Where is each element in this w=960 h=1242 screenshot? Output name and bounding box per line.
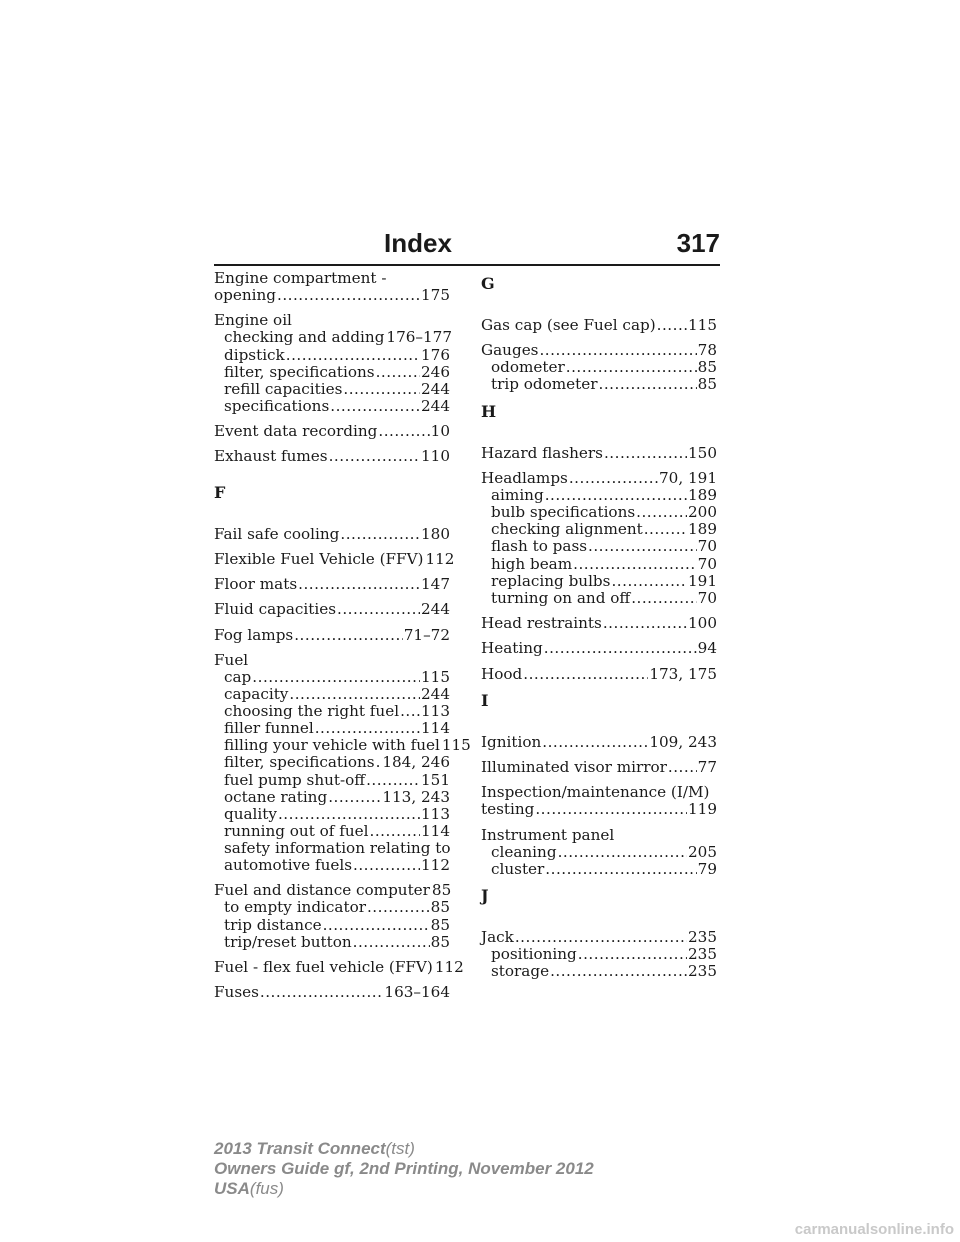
sub-entry: [481, 556, 717, 573]
entry-text: Hood: [481, 664, 523, 683]
entry-page: 70: [697, 554, 717, 573]
section-letter-f: F: [214, 482, 226, 502]
entry-text: cap: [224, 668, 252, 686]
entry-text: checking and adding: [224, 328, 385, 347]
entry-page: 110: [421, 447, 450, 466]
section-letter-g: G: [481, 274, 495, 293]
entry-page: 175: [421, 286, 450, 305]
entry-page: 205: [688, 842, 717, 861]
entry-text: octane rating: [224, 787, 328, 806]
entry-text: filler funnel: [224, 719, 314, 738]
entry-page: 94: [697, 639, 717, 658]
entry-text: bulb specifications: [491, 503, 636, 522]
entry-text: Gauges: [481, 341, 539, 360]
index-entry-event-data: [214, 423, 450, 440]
sub-entry: [481, 963, 717, 980]
entry-page: 100: [688, 613, 717, 632]
sub-entry: [214, 686, 450, 703]
entry-text: filter, specifications: [224, 362, 375, 381]
footer-line-model: [214, 1139, 594, 1159]
entry-page: 85: [697, 375, 717, 394]
entry-text: Ignition: [481, 732, 542, 751]
entry-text: running out of fuel: [224, 821, 369, 840]
entry-page: 147: [421, 575, 450, 594]
index-entry-fog-lamps: [214, 627, 450, 644]
sub-entry: [481, 861, 717, 878]
entry-text: Flexible Fuel Vehicle (FFV): [214, 549, 424, 568]
entry-text: turning on and off: [491, 588, 631, 607]
index-column-left: [214, 269, 471, 1009]
entry-page: 115: [688, 316, 717, 334]
entry-page: 85: [697, 358, 717, 377]
sub-entry-title: safety information relating to: [224, 838, 451, 857]
page-header: [214, 228, 720, 262]
entry-text: capacity: [224, 685, 289, 704]
entry-text: choosing the right fuel: [224, 702, 400, 721]
entry-text: replacing bulbs: [491, 571, 611, 590]
entry-text: to empty indicator: [224, 898, 366, 917]
entry-page: 246: [421, 362, 450, 381]
entry-text: flash to pass: [491, 537, 588, 556]
entry-page: 77: [697, 758, 717, 777]
entry-text: Fuel and distance computer: [214, 881, 430, 900]
entry-text: Fail safe cooling: [214, 524, 340, 543]
sub-entry: [214, 772, 450, 789]
entry-text: refill capacities: [224, 379, 343, 398]
entry-text: storage: [491, 962, 550, 981]
entry-text: specifications: [224, 396, 330, 415]
entry-page: 244: [421, 600, 450, 619]
index-entry-inspection: [481, 784, 717, 818]
entry-page: 114: [421, 719, 450, 738]
entry-page: 115: [441, 736, 471, 755]
entry-page: 70, 191: [659, 469, 717, 488]
entry-title: Instrument panel: [481, 825, 615, 844]
sub-entry: [214, 398, 450, 415]
sub-entry: [214, 789, 450, 806]
entry-page: 191: [688, 571, 717, 590]
entry-page: 79: [697, 859, 717, 878]
sub-entry: [481, 359, 717, 376]
entry-text: trip distance: [224, 915, 322, 934]
entry-text: Head restraints: [481, 613, 602, 632]
entry-title: Inspection/maintenance (I/M): [481, 783, 710, 802]
index-entry-ffv: [214, 549, 455, 568]
entry-page: 173, 175: [649, 664, 717, 683]
sub-entry: [214, 823, 450, 840]
index-entry-ignition: [481, 734, 717, 751]
sub-entry: [481, 538, 717, 555]
sub-entry: [214, 364, 450, 381]
entry-text: Event data recording: [214, 422, 378, 441]
entry-page: 85: [431, 881, 452, 900]
entry-page: 70: [697, 537, 717, 556]
sub-entry: [214, 347, 450, 364]
entry-text: Floor mats: [214, 575, 298, 594]
sub-entry: [481, 504, 717, 521]
entry-text: Jack: [481, 928, 514, 947]
index-entry-heating: [481, 640, 717, 657]
entry-page: 113: [421, 804, 450, 823]
index-entry-flex-fuel: [214, 957, 464, 976]
entry-text: testing: [481, 800, 535, 819]
entry-text: positioning: [491, 945, 577, 964]
sub-entry: [214, 329, 450, 346]
header-rule: [214, 264, 720, 266]
entry-text: aiming: [491, 486, 544, 505]
index-column-right: [481, 270, 717, 989]
entry-page: 70: [697, 588, 717, 607]
page-title: Index: [384, 228, 452, 258]
index-entry-engine-compartment: [214, 270, 450, 304]
entry-text: checking alignment: [491, 520, 643, 539]
index-entry-exhaust: [214, 448, 450, 465]
sub-entry: [214, 381, 450, 398]
index-entry-fuses: [214, 984, 450, 1001]
index-entry-fuel: [214, 650, 471, 875]
entry-text: Gas cap (see Fuel cap): [481, 316, 656, 334]
sub-entry: [214, 736, 471, 755]
entry-page: 85: [430, 898, 450, 917]
entry-page: 112: [421, 856, 450, 875]
page-number: 317: [676, 228, 720, 258]
entry-page: 115: [421, 668, 450, 686]
entry-page: 180: [421, 524, 450, 543]
entry-page: 189: [688, 486, 717, 505]
entry-page: 85: [430, 915, 450, 934]
entry-text: quality: [224, 804, 277, 823]
entry-page: 109, 243: [649, 732, 717, 751]
entry-text: opening: [214, 286, 276, 305]
entry-page: 85: [430, 932, 450, 951]
entry-text: Exhaust fumes: [214, 447, 328, 466]
index-entry-head-restraints: [481, 615, 717, 632]
sub-entry: [481, 521, 717, 538]
entry-text: cluster: [491, 859, 545, 878]
index-entry-instrument-panel: [481, 827, 717, 878]
sub-entry: [214, 934, 450, 951]
entry-text: dipstick: [224, 345, 285, 364]
entry-page: 113, 243: [382, 787, 450, 806]
watermark-text: carmanualsonline.info: [794, 1221, 954, 1238]
entry-text: Hazard flashers: [481, 443, 603, 462]
entry-title: Engine oil: [214, 311, 292, 330]
entry-page: 200: [688, 503, 717, 522]
entry-text: fuel pump shut-off: [224, 770, 366, 789]
entry-page: 176–177: [386, 328, 452, 347]
index-entry-hood: [481, 666, 717, 683]
entry-text: filling your vehicle with fuel: [224, 736, 440, 755]
entry-text: Headlamps: [481, 469, 568, 488]
entry-page: 176: [421, 345, 450, 364]
entry-page: 235: [688, 962, 717, 981]
entry-page: 235: [688, 928, 717, 947]
sub-entry: [481, 946, 717, 963]
entry-text: filter, specifications: [224, 753, 375, 772]
footer-model-code: (tst): [385, 1139, 415, 1158]
entry-page: 235: [688, 945, 717, 964]
index-entry-fluid-capacities: [214, 601, 450, 618]
index-entry-gas-cap: [481, 317, 717, 334]
section-letter-j: J: [481, 886, 489, 906]
entry-text: odometer: [491, 358, 565, 377]
entry-text: cleaning: [491, 842, 557, 861]
entry-text: Fuel - flex fuel vehicle (FFV): [214, 957, 433, 976]
index-entry-floor-mats: [214, 576, 450, 593]
entry-text: trip odometer: [491, 375, 598, 394]
footer-market-code: (fus): [249, 1179, 284, 1198]
section-letter-i: I: [481, 690, 489, 710]
index-entry-jack: [481, 929, 717, 980]
entry-page: 113: [421, 702, 450, 721]
entry-text: Heating: [481, 639, 543, 658]
entry-page: 114: [421, 821, 450, 840]
index-entry-fail-safe: [214, 526, 450, 543]
entry-title: Engine compartment -: [214, 269, 387, 287]
entry-page: 244: [421, 685, 450, 704]
sub-entry: [214, 806, 450, 823]
document-footer: [214, 1139, 594, 1199]
index-entry-hazard: [481, 445, 717, 462]
entry-text: trip/reset button: [224, 932, 352, 951]
entry-page: 112: [434, 957, 464, 976]
sub-entry: [481, 376, 717, 393]
entry-page: 112: [425, 549, 455, 568]
sub-entry: [214, 720, 450, 737]
entry-text: Illuminated visor mirror: [481, 758, 667, 777]
sub-entry: [214, 754, 450, 771]
entry-text: Fluid capacities: [214, 600, 337, 619]
entry-page: 10: [430, 422, 450, 441]
entry-page: 78: [697, 341, 717, 360]
footer-printing: Owners Guide gf, 2nd Printing, November 2012: [214, 1159, 594, 1178]
footer-line-market: [214, 1179, 594, 1199]
entry-text: Fog lamps: [214, 625, 294, 644]
entry-page: 184, 246: [382, 753, 450, 772]
index-entry-fuel-distance-computer: [214, 882, 450, 950]
entry-page: 119: [688, 800, 717, 819]
entry-page: 71–72: [403, 625, 450, 644]
sub-entry: [214, 703, 450, 720]
index-entry-visor-mirror: [481, 759, 717, 776]
entry-title: Fuel: [214, 650, 249, 669]
entry-text: Fuses: [214, 983, 259, 1002]
sub-entry: [214, 857, 450, 874]
entry-page: 151: [421, 770, 450, 789]
entry-page: 189: [688, 520, 717, 539]
sub-entry: [481, 487, 717, 504]
entry-page: 163–164: [384, 983, 450, 1002]
sub-entry: [481, 573, 717, 590]
sub-entry: [214, 899, 450, 916]
index-entry-gauges: [481, 342, 717, 393]
sub-entry: [214, 917, 450, 934]
index-entry-engine-oil: [214, 312, 450, 415]
footer-market: USA: [214, 1179, 250, 1198]
footer-model: 2013 Transit Connect: [214, 1139, 386, 1158]
sub-entry: [214, 669, 450, 686]
sub-entry: [481, 590, 717, 607]
sub-entry: [481, 844, 717, 861]
index-entry-headlamps: [481, 470, 717, 607]
entry-page: 244: [421, 396, 450, 415]
entry-page: 150: [688, 443, 717, 462]
entry-page: 244: [421, 379, 450, 398]
section-letter-h: H: [481, 401, 497, 421]
entry-text: automotive fuels: [224, 856, 353, 875]
entry-text: high beam: [491, 554, 573, 573]
